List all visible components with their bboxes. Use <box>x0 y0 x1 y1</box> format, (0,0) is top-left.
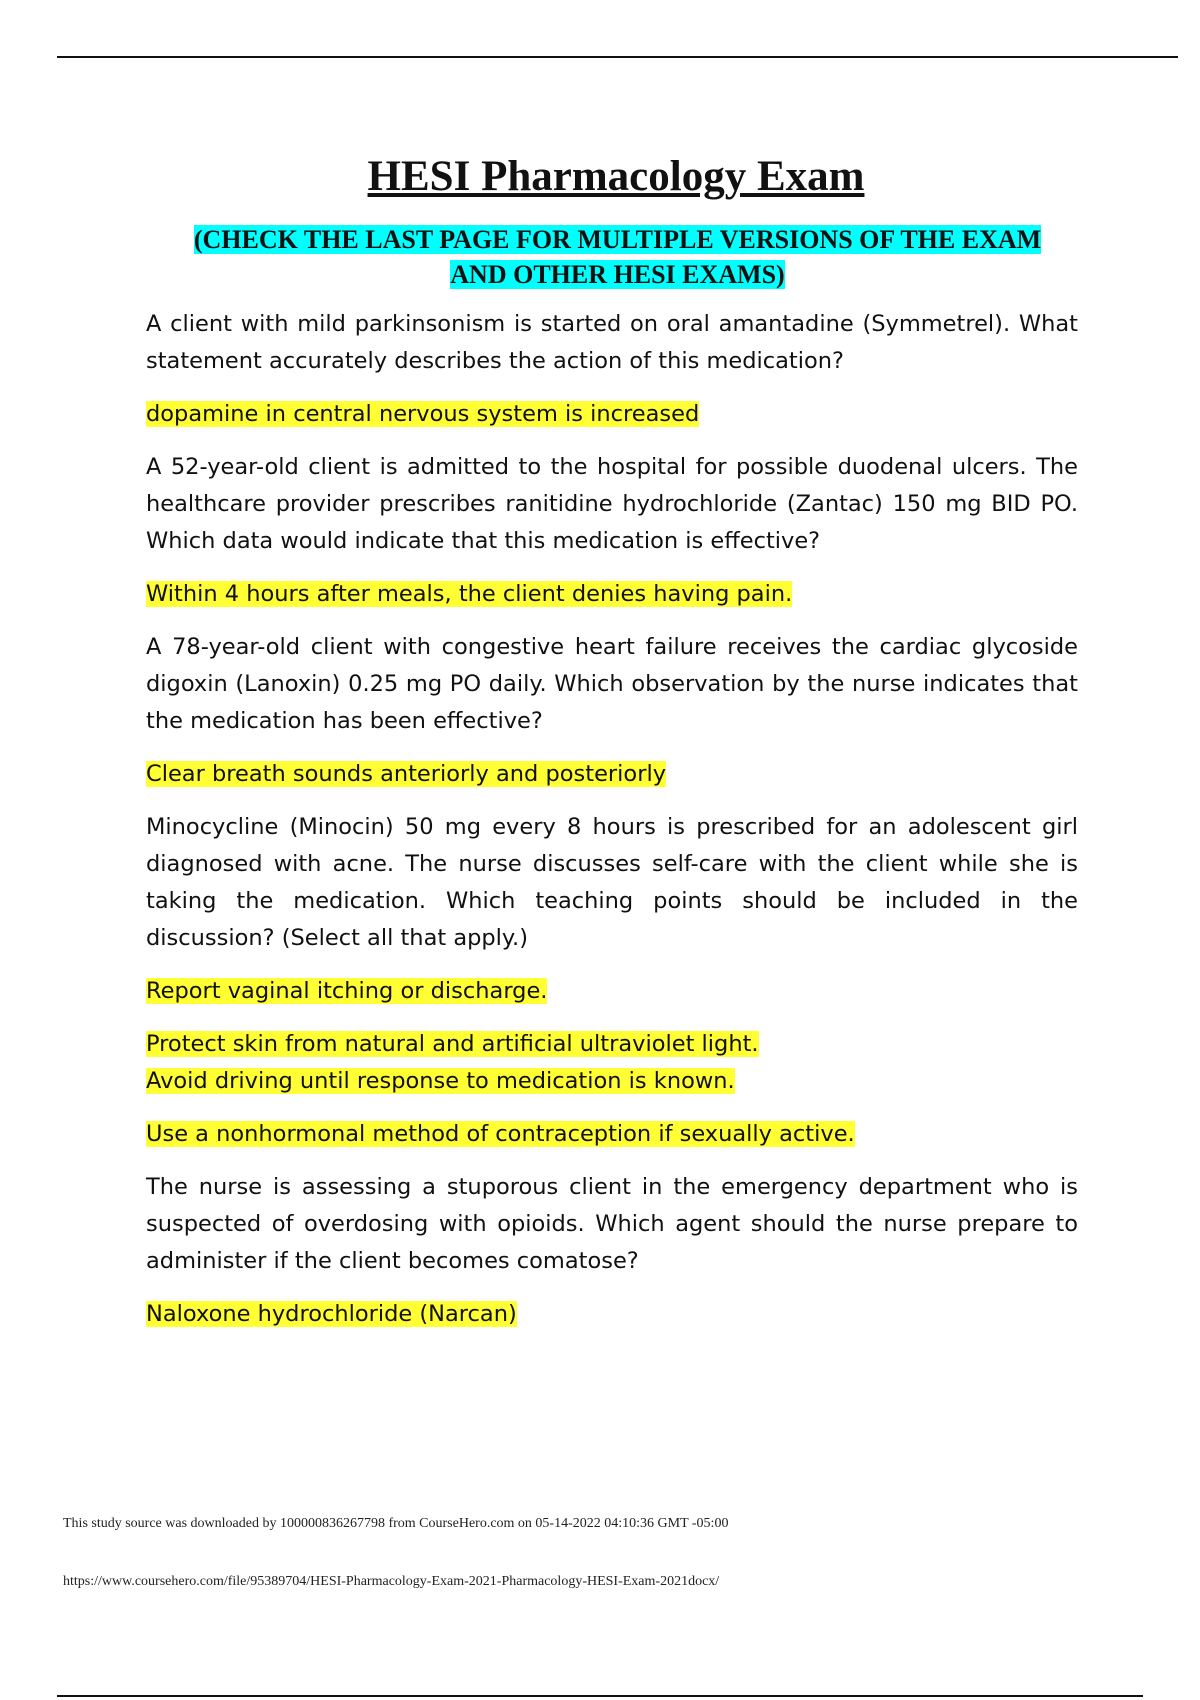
answer-4c-text: Avoid driving until response to medication is known. <box>146 1068 735 1094</box>
subtitle <box>150 222 1085 292</box>
answer-4a-text: Report vaginal itching or discharge. <box>146 978 548 1004</box>
page-title: HESI Pharmacology Exam <box>367 153 865 200</box>
answer-2-text: Within 4 hours after meals, the client denies having pain. <box>146 581 793 607</box>
answer-4d <box>146 1116 1078 1153</box>
subtitle-line-1: (CHECK THE LAST PAGE FOR MULTIPLE VERSIONS OF THE EXAM <box>193 225 1042 254</box>
answer-1-text: dopamine in central nervous system is increased <box>146 401 700 427</box>
question-list <box>146 306 1078 1349</box>
question-4: Minocycline (Minocin) 50 mg every 8 hours is prescribed for an adolescent girl diagnosed with acne. The nurse discusses self-care with the client while she is taking the medication. Which teaching points should be included in the discussion? (Select all that apply.) <box>146 814 1078 951</box>
answer-4-group <box>146 1026 1078 1100</box>
answer-4a <box>146 973 1078 1010</box>
answer-1 <box>146 396 1078 433</box>
answer-4b <box>146 1026 1078 1063</box>
bottom-rule <box>57 1695 1143 1697</box>
source-url[interactable]: https://www.coursehero.com/file/95389704/HESI-Pharmacology-Exam-2021-Pharmacology-HESI-Exam-2021docx/ <box>63 1574 720 1589</box>
question-1: A client with mild parkinsonism is started on oral amantadine (Symmetrel). What statement accurately describes the action of this medication? <box>146 311 1078 374</box>
subtitle-line-2: AND OTHER HESI EXAMS) <box>450 260 785 289</box>
question-3: A 78-year-old client with congestive heart failure receives the cardiac glycoside digoxin (Lanoxin) 0.25 mg PO daily. Which observation by the nurse indicates that the medication has been effective? <box>146 634 1078 734</box>
top-rule <box>57 56 1178 58</box>
answer-5 <box>146 1296 1078 1333</box>
answer-5-text: Naloxone hydrochloride (Narcan) <box>146 1301 517 1327</box>
answer-4b-text: Protect skin from natural and artificial ultraviolet light. <box>146 1031 759 1057</box>
download-note: This study source was downloaded by 100000836267798 from CourseHero.com on 05-14-2022 04:10:36 GMT -05:00 <box>63 1516 729 1531</box>
question-5: The nurse is assessing a stuporous client in the emergency department who is suspected of overdosing with opioids. Which agent should the nurse prepare to administer if the client becomes comatose? <box>146 1174 1078 1274</box>
answer-4c <box>146 1063 1078 1100</box>
question-2: A 52-year-old client is admitted to the hospital for possible duodenal ulcers. The healthcare provider prescribes ranitidine hydrochloride (Zantac) 150 mg BID PO. Which data would indicate that this medication is effective? <box>146 454 1078 554</box>
answer-3-text: Clear breath sounds anteriorly and posteriorly <box>146 761 667 787</box>
answer-2 <box>146 576 1078 613</box>
answer-3 <box>146 756 1078 793</box>
answer-4d-text: Use a nonhormonal method of contraception if sexually active. <box>146 1121 855 1147</box>
